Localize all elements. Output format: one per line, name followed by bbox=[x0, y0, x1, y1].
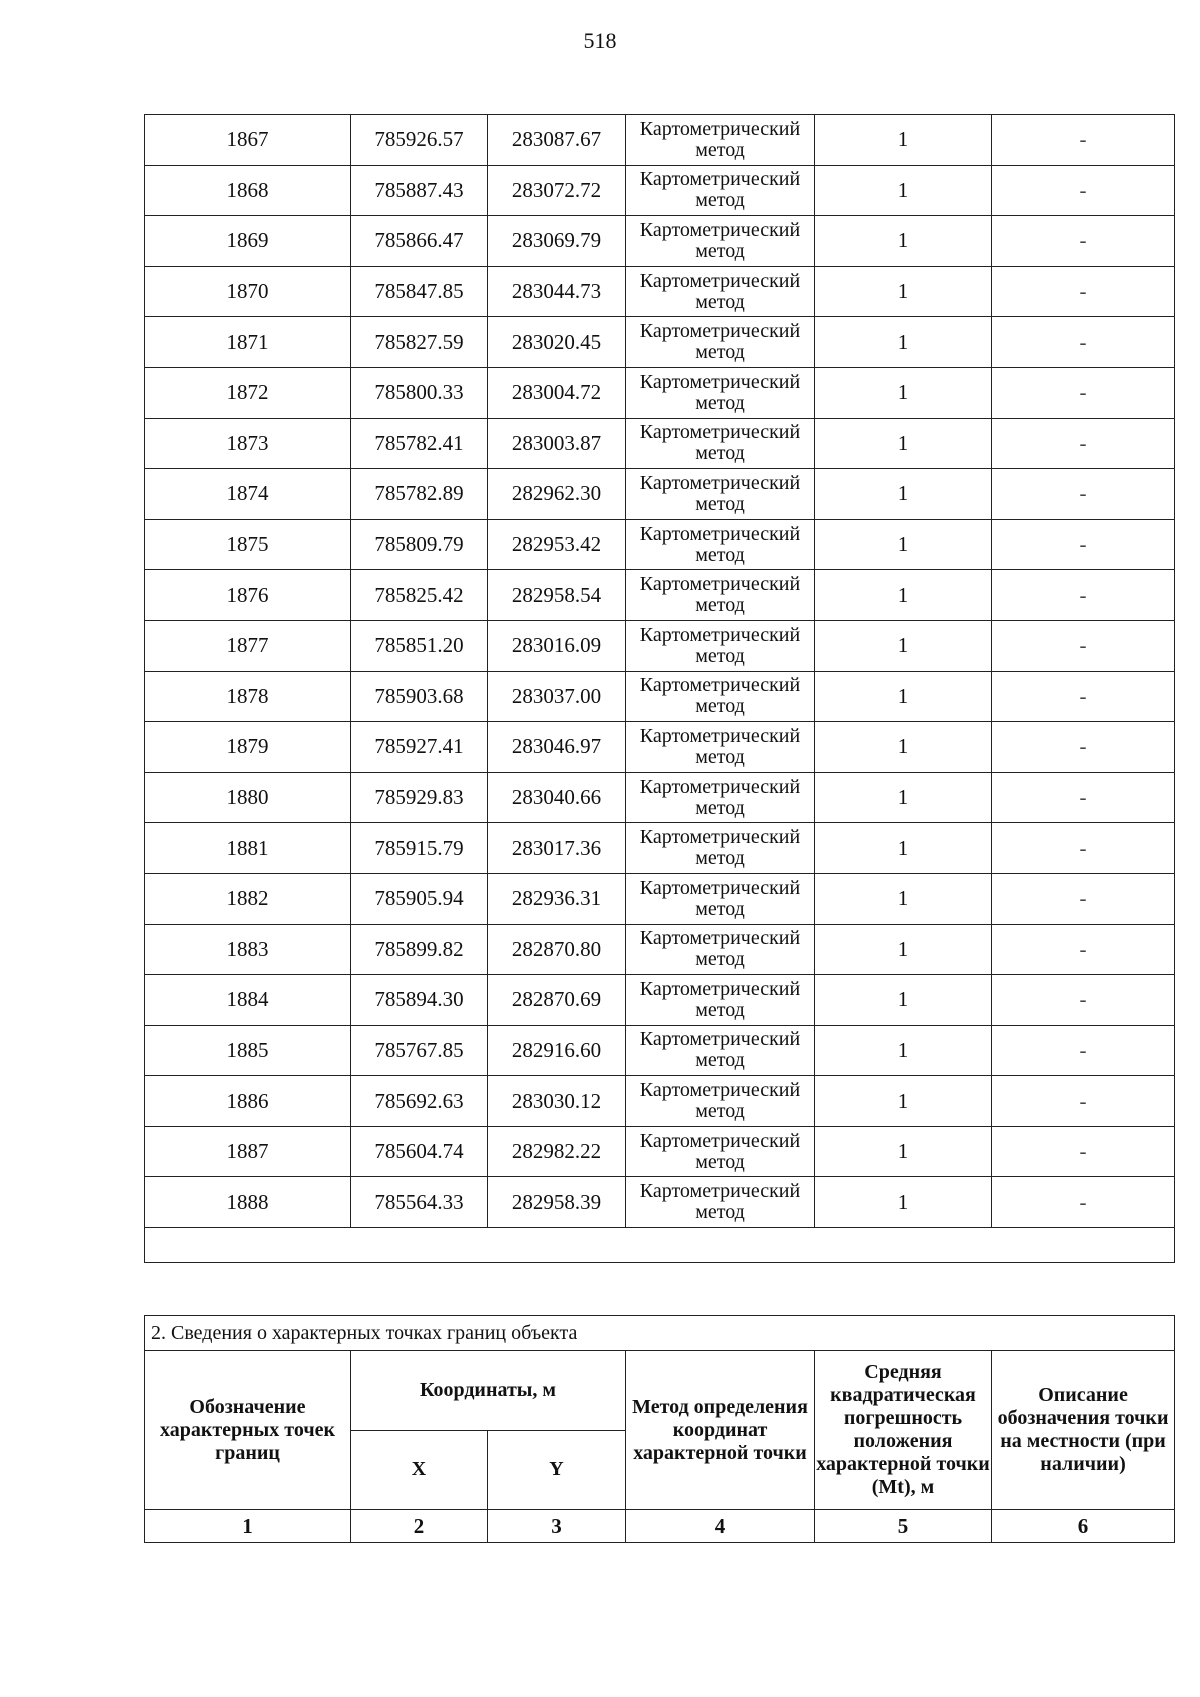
y-coordinate-cell: 283087.67 bbox=[488, 115, 626, 166]
method-cell: Картометрический метод bbox=[626, 1177, 815, 1228]
method-cell: Картометрический метод bbox=[626, 519, 815, 570]
table-row bbox=[145, 266, 1175, 317]
y-coordinate-cell: 283004.72 bbox=[488, 367, 626, 418]
mean-error-cell: 1 bbox=[815, 418, 992, 469]
y-coordinate-cell: 283030.12 bbox=[488, 1076, 626, 1127]
y-coordinate-cell: 282962.30 bbox=[488, 469, 626, 520]
y-coordinate-cell: 282870.80 bbox=[488, 924, 626, 975]
table-row bbox=[145, 165, 1175, 216]
method-cell: Картометрический метод bbox=[626, 924, 815, 975]
mean-error-cell: 1 bbox=[815, 620, 992, 671]
table-row bbox=[145, 722, 1175, 773]
x-coordinate-cell: 785692.63 bbox=[351, 1076, 488, 1127]
method-cell: Картометрический метод bbox=[626, 722, 815, 773]
y-coordinate-cell: 283044.73 bbox=[488, 266, 626, 317]
mean-error-cell: 1 bbox=[815, 1025, 992, 1076]
mean-error-cell: 1 bbox=[815, 924, 992, 975]
method-cell: Картометрический метод bbox=[626, 367, 815, 418]
x-coordinate-cell: 785847.85 bbox=[351, 266, 488, 317]
header-x: X bbox=[351, 1430, 488, 1510]
y-coordinate-cell: 283016.09 bbox=[488, 620, 626, 671]
table-row bbox=[145, 671, 1175, 722]
method-cell: Картометрический метод bbox=[626, 772, 815, 823]
header-method: Метод определения координат характерной точки bbox=[626, 1351, 815, 1510]
mean-error-cell: 1 bbox=[815, 216, 992, 267]
x-coordinate-cell: 785926.57 bbox=[351, 115, 488, 166]
method-cell: Картометрический метод bbox=[626, 1076, 815, 1127]
mean-error-cell: 1 bbox=[815, 570, 992, 621]
x-coordinate-cell: 785929.83 bbox=[351, 772, 488, 823]
table-row bbox=[145, 1177, 1175, 1228]
mean-error-cell: 1 bbox=[815, 1177, 992, 1228]
table-row bbox=[145, 620, 1175, 671]
description-cell: - bbox=[992, 924, 1175, 975]
point-id-cell: 1886 bbox=[145, 1076, 351, 1127]
y-coordinate-cell: 283017.36 bbox=[488, 823, 626, 874]
point-id-cell: 1872 bbox=[145, 367, 351, 418]
method-cell: Картометрический метод bbox=[626, 620, 815, 671]
table-row bbox=[145, 823, 1175, 874]
point-id-cell: 1882 bbox=[145, 873, 351, 924]
point-id-cell: 1887 bbox=[145, 1126, 351, 1177]
description-cell: - bbox=[992, 469, 1175, 520]
method-cell: Картометрический метод bbox=[626, 317, 815, 368]
description-cell: - bbox=[992, 519, 1175, 570]
description-cell: - bbox=[992, 367, 1175, 418]
description-cell: - bbox=[992, 216, 1175, 267]
table-row bbox=[145, 772, 1175, 823]
empty-cell bbox=[145, 1228, 1175, 1263]
point-id-cell: 1878 bbox=[145, 671, 351, 722]
x-coordinate-cell: 785782.89 bbox=[351, 469, 488, 520]
y-coordinate-cell: 283072.72 bbox=[488, 165, 626, 216]
y-coordinate-cell: 283003.87 bbox=[488, 418, 626, 469]
description-cell: - bbox=[992, 722, 1175, 773]
x-coordinate-cell: 785782.41 bbox=[351, 418, 488, 469]
x-coordinate-cell: 785767.85 bbox=[351, 1025, 488, 1076]
table-row bbox=[145, 975, 1175, 1026]
y-coordinate-cell: 282958.39 bbox=[488, 1177, 626, 1228]
description-cell: - bbox=[992, 266, 1175, 317]
table-row bbox=[145, 1076, 1175, 1127]
column-number: 1 bbox=[145, 1510, 351, 1543]
method-cell: Картометрический метод bbox=[626, 266, 815, 317]
x-coordinate-cell: 785887.43 bbox=[351, 165, 488, 216]
table-row bbox=[145, 519, 1175, 570]
y-coordinate-cell: 282916.60 bbox=[488, 1025, 626, 1076]
page-number: 518 bbox=[583, 28, 617, 53]
x-coordinate-cell: 785809.79 bbox=[351, 519, 488, 570]
description-cell: - bbox=[992, 1177, 1175, 1228]
y-coordinate-cell: 283037.00 bbox=[488, 671, 626, 722]
method-cell: Картометрический метод bbox=[626, 418, 815, 469]
mean-error-cell: 1 bbox=[815, 873, 992, 924]
header-description: Описание обозначения точки на местности (при наличии) bbox=[992, 1351, 1175, 1510]
table-row bbox=[145, 418, 1175, 469]
mean-error-cell: 1 bbox=[815, 469, 992, 520]
point-id-cell: 1888 bbox=[145, 1177, 351, 1228]
x-coordinate-cell: 785905.94 bbox=[351, 873, 488, 924]
mean-error-cell: 1 bbox=[815, 367, 992, 418]
x-coordinate-cell: 785903.68 bbox=[351, 671, 488, 722]
y-coordinate-cell: 283020.45 bbox=[488, 317, 626, 368]
mean-error-cell: 1 bbox=[815, 317, 992, 368]
point-id-cell: 1884 bbox=[145, 975, 351, 1026]
table-row bbox=[145, 570, 1175, 621]
mean-error-cell: 1 bbox=[815, 722, 992, 773]
x-coordinate-cell: 785894.30 bbox=[351, 975, 488, 1026]
point-id-cell: 1868 bbox=[145, 165, 351, 216]
description-cell: - bbox=[992, 165, 1175, 216]
description-cell: - bbox=[992, 1076, 1175, 1127]
column-number-row bbox=[145, 1510, 1175, 1543]
description-cell: - bbox=[992, 115, 1175, 166]
description-cell: - bbox=[992, 671, 1175, 722]
y-coordinate-cell: 283046.97 bbox=[488, 722, 626, 773]
table-row bbox=[145, 873, 1175, 924]
x-coordinate-cell: 785927.41 bbox=[351, 722, 488, 773]
x-coordinate-cell: 785827.59 bbox=[351, 317, 488, 368]
point-id-cell: 1869 bbox=[145, 216, 351, 267]
method-cell: Картометрический метод bbox=[626, 873, 815, 924]
method-cell: Картометрический метод bbox=[626, 165, 815, 216]
column-number: 6 bbox=[992, 1510, 1175, 1543]
point-id-cell: 1877 bbox=[145, 620, 351, 671]
point-id-cell: 1875 bbox=[145, 519, 351, 570]
y-coordinate-cell: 282958.54 bbox=[488, 570, 626, 621]
mean-error-cell: 1 bbox=[815, 671, 992, 722]
column-number: 5 bbox=[815, 1510, 992, 1543]
table-row bbox=[145, 924, 1175, 975]
y-coordinate-cell: 282936.31 bbox=[488, 873, 626, 924]
point-id-cell: 1883 bbox=[145, 924, 351, 975]
point-id-cell: 1873 bbox=[145, 418, 351, 469]
mean-error-cell: 1 bbox=[815, 266, 992, 317]
x-coordinate-cell: 785915.79 bbox=[351, 823, 488, 874]
mean-error-cell: 1 bbox=[815, 115, 992, 166]
x-coordinate-cell: 785851.20 bbox=[351, 620, 488, 671]
point-id-cell: 1880 bbox=[145, 772, 351, 823]
description-cell: - bbox=[992, 317, 1175, 368]
header-row-1 bbox=[145, 1351, 1175, 1431]
point-id-cell: 1867 bbox=[145, 115, 351, 166]
header-coordinates: Координаты, м bbox=[351, 1351, 626, 1431]
point-id-cell: 1885 bbox=[145, 1025, 351, 1076]
description-cell: - bbox=[992, 823, 1175, 874]
section-title: 2. Сведения о характерных точках границ объекта bbox=[145, 1316, 1175, 1351]
method-cell: Картометрический метод bbox=[626, 671, 815, 722]
section-title-row bbox=[145, 1316, 1175, 1351]
method-cell: Картометрический метод bbox=[626, 823, 815, 874]
point-id-cell: 1879 bbox=[145, 722, 351, 773]
column-number: 4 bbox=[626, 1510, 815, 1543]
table-row bbox=[145, 317, 1175, 368]
method-cell: Картометрический метод bbox=[626, 469, 815, 520]
description-cell: - bbox=[992, 1126, 1175, 1177]
method-cell: Картометрический метод bbox=[626, 115, 815, 166]
point-id-cell: 1870 bbox=[145, 266, 351, 317]
x-coordinate-cell: 785604.74 bbox=[351, 1126, 488, 1177]
header-y: Y bbox=[488, 1430, 626, 1510]
table-row bbox=[145, 1126, 1175, 1177]
point-id-cell: 1874 bbox=[145, 469, 351, 520]
column-number: 2 bbox=[351, 1510, 488, 1543]
x-coordinate-cell: 785899.82 bbox=[351, 924, 488, 975]
description-cell: - bbox=[992, 975, 1175, 1026]
empty-row bbox=[145, 1228, 1175, 1263]
description-cell: - bbox=[992, 873, 1175, 924]
y-coordinate-cell: 283040.66 bbox=[488, 772, 626, 823]
method-cell: Картометрический метод bbox=[626, 1126, 815, 1177]
coordinates-table bbox=[144, 114, 1175, 1263]
table-row bbox=[145, 367, 1175, 418]
x-coordinate-cell: 785564.33 bbox=[351, 1177, 488, 1228]
header-mean-error: Средняя квадратическая погрешность положения характерной точки (Mt), м bbox=[815, 1351, 992, 1510]
method-cell: Картометрический метод bbox=[626, 1025, 815, 1076]
x-coordinate-cell: 785825.42 bbox=[351, 570, 488, 621]
section-2-table bbox=[144, 1315, 1175, 1543]
y-coordinate-cell: 283069.79 bbox=[488, 216, 626, 267]
table-row bbox=[145, 115, 1175, 166]
description-cell: - bbox=[992, 772, 1175, 823]
description-cell: - bbox=[992, 570, 1175, 621]
y-coordinate-cell: 282982.22 bbox=[488, 1126, 626, 1177]
table-row bbox=[145, 216, 1175, 267]
description-cell: - bbox=[992, 1025, 1175, 1076]
y-coordinate-cell: 282870.69 bbox=[488, 975, 626, 1026]
method-cell: Картометрический метод bbox=[626, 216, 815, 267]
mean-error-cell: 1 bbox=[815, 519, 992, 570]
point-id-cell: 1871 bbox=[145, 317, 351, 368]
method-cell: Картометрический метод bbox=[626, 570, 815, 621]
description-cell: - bbox=[992, 418, 1175, 469]
table-row bbox=[145, 469, 1175, 520]
coordinates-table-body bbox=[145, 115, 1175, 1263]
mean-error-cell: 1 bbox=[815, 1126, 992, 1177]
x-coordinate-cell: 785866.47 bbox=[351, 216, 488, 267]
mean-error-cell: 1 bbox=[815, 165, 992, 216]
x-coordinate-cell: 785800.33 bbox=[351, 367, 488, 418]
column-number: 3 bbox=[488, 1510, 626, 1543]
mean-error-cell: 1 bbox=[815, 772, 992, 823]
point-id-cell: 1881 bbox=[145, 823, 351, 874]
method-cell: Картометрический метод bbox=[626, 975, 815, 1026]
description-cell: - bbox=[992, 620, 1175, 671]
mean-error-cell: 1 bbox=[815, 975, 992, 1026]
mean-error-cell: 1 bbox=[815, 823, 992, 874]
table-row bbox=[145, 1025, 1175, 1076]
y-coordinate-cell: 282953.42 bbox=[488, 519, 626, 570]
header-point-designation: Обозначение характерных точек границ bbox=[145, 1351, 351, 1510]
mean-error-cell: 1 bbox=[815, 1076, 992, 1127]
point-id-cell: 1876 bbox=[145, 570, 351, 621]
